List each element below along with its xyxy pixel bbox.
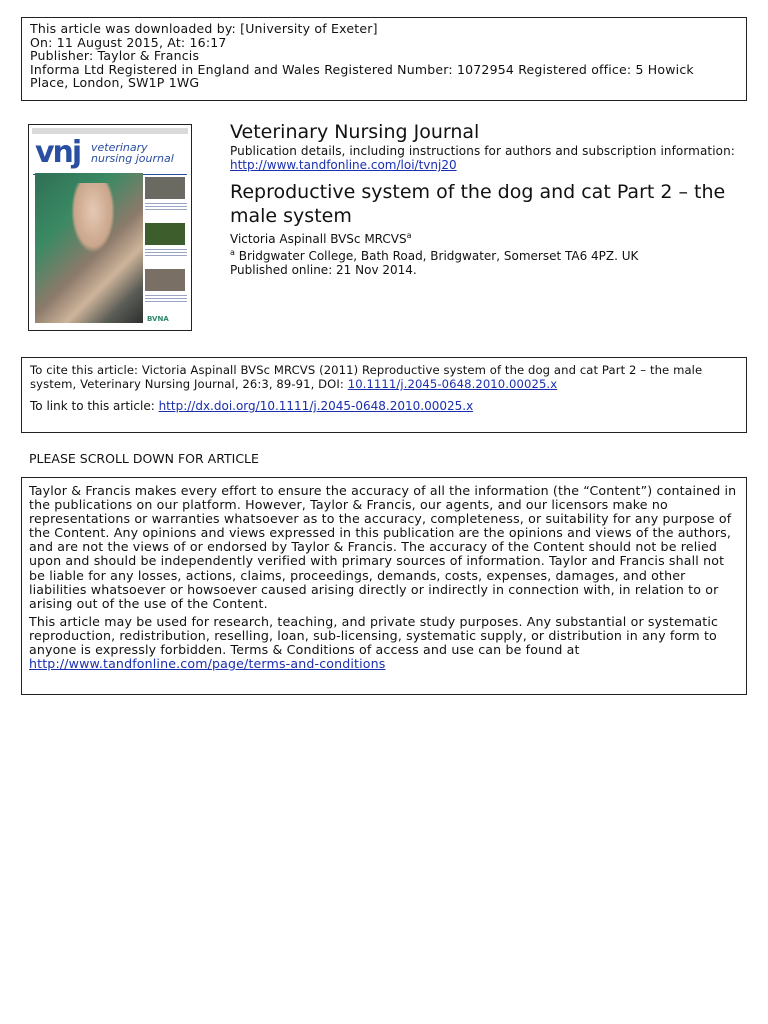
- cover-logo: [33, 136, 187, 174]
- scroll-down-notice: PLEASE SCROLL DOWN FOR ARTICLE: [29, 451, 259, 466]
- cover-thumb-2: [145, 223, 185, 245]
- article-link-label: To link to this article:: [30, 399, 159, 413]
- cover-publisher-logo: BVNA: [147, 315, 169, 323]
- doi-link[interactable]: 10.1111/j.2045-0648.2010.00025.x: [347, 377, 558, 391]
- author-name: Victoria Aspinall BVSc MRCVS: [230, 232, 407, 246]
- download-line-2: On: 11 August 2015, At: 16:17: [30, 34, 227, 50]
- cover-thumb-caption-3: [145, 293, 187, 303]
- cover-top-strip: [32, 128, 188, 134]
- disclaimer-box: [21, 477, 747, 695]
- download-line-5: Place, London, SW1P 1WG: [30, 75, 200, 91]
- journal-url-link[interactable]: http://www.tandfonline.com/loi/tvnj20: [230, 158, 457, 172]
- download-line-1: This article was downloaded by: [University of Exeter]: [30, 21, 378, 36]
- author-affiliation-marker: a: [406, 231, 412, 240]
- journal-title: Veterinary Nursing Journal: [230, 121, 480, 143]
- cover-thumb-caption-1: [145, 201, 187, 211]
- affiliation-marker: a: [230, 248, 235, 257]
- download-line-4: Informa Ltd Registered in England and Wales Registered Number: 1072954 Registered office: 5 Howick: [30, 61, 694, 77]
- citation-box: [21, 357, 747, 433]
- affiliation-line: [230, 249, 638, 263]
- cover-logo-text: vnj: [35, 135, 81, 170]
- published-date: Published online: 21 Nov 2014.: [230, 263, 417, 277]
- cover-thumb-caption-2: [145, 247, 187, 257]
- affiliation-text: Bridgwater College, Bath Road, Bridgwater, Somerset TA6 4PZ. UK: [234, 249, 639, 263]
- citation-prefix: To cite this article: Victoria Aspinall BVSc MRCVS (2011) Reproductive system of the dog and cat Part 2 – the male system, Veterinary Nursing Journal, 26:3, 89-91, DOI:: [30, 363, 703, 391]
- cover-main-photo: [35, 173, 143, 323]
- download-notice-box: [21, 17, 747, 101]
- cover-journal-name: veterinary nursing journal: [91, 141, 174, 165]
- terms-and-conditions-link[interactable]: http://www.tandfonline.com/page/terms-and-conditions: [29, 656, 386, 672]
- download-line-3: Publisher: Taylor & Francis: [30, 48, 200, 64]
- cover-thumb-3: [145, 269, 185, 291]
- disclaimer-paragraph-1: Taylor & Francis makes every effort to ensure the accuracy of all the information (the “Content”) contained in the publications on our platform. However, Taylor & Francis, our agents, and our licensors make no representations or warranties whatsoever as to the accuracy, completeness, or suitability for any purpose of the Content. Any opinions and views expressed in this publication are the opinions and views of the authors, and are not the views of or endorsed by Taylor & Francis. The accuracy of the Content should not be relied upon and should be independently verified with primary sources of information. Taylor and Francis shall not be liable for any losses, actions, claims, proceedings, demands, costs, expenses, damages, and other liabilities whatsoever or howsoever caused arising directly or indirectly in connection with, in relation to or arising out of the use of the Content.: [29, 483, 737, 611]
- cover-thumb-1: [145, 177, 185, 199]
- terms-text: This article may be used for research, teaching, and private study purposes. Any substantial or systematic reproduction, redistribution, reselling, loan, sub-licensing, systematic supply, or distribution in any form to anyone is expressly forbidden. Terms & Conditions of access and use can be found at: [29, 613, 719, 658]
- article-title: Reproductive system of the dog and cat Part 2 – the male system: [230, 181, 726, 227]
- article-doi-url-link[interactable]: http://dx.doi.org/10.1111/j.2045-0648.2010.00025.x: [158, 399, 474, 413]
- journal-cover-image: [28, 124, 192, 331]
- citation-text: [30, 363, 738, 391]
- article-link-row: [30, 399, 738, 413]
- publication-details: Publication details, including instructions for authors and subscription information:: [230, 144, 735, 158]
- disclaimer-paragraph-2: [29, 615, 739, 671]
- author-line: [230, 232, 412, 246]
